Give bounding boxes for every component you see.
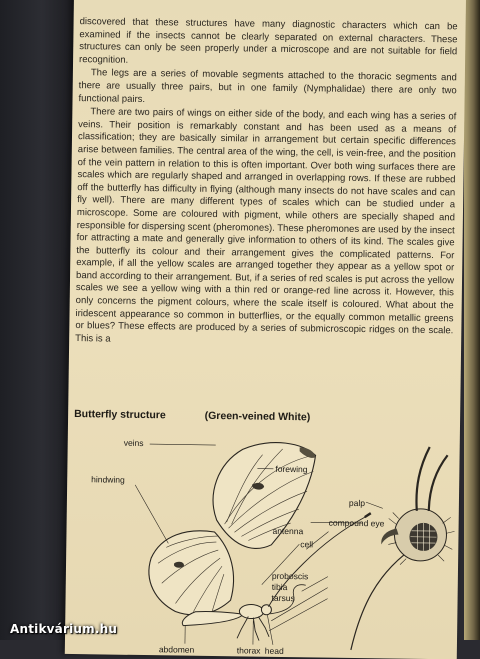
- antenna-club: [365, 513, 371, 517]
- watermark-text: Antikvárium.hu: [10, 622, 117, 636]
- body-text: [75, 16, 458, 351]
- label-forewing: forewing: [275, 464, 308, 474]
- label-compound-eye: compound eye: [329, 518, 385, 529]
- figure-title: Butterfly structure: [74, 408, 166, 421]
- label-cell: cell: [300, 539, 313, 549]
- label-hindwing: hindwing: [91, 474, 125, 484]
- body-thorax: [239, 604, 263, 618]
- label-tarsus: tarsus: [272, 593, 295, 603]
- label-thorax: thorax: [237, 645, 262, 655]
- antenna-detail-2: [429, 455, 448, 511]
- label-abdomen: abdomen: [159, 644, 195, 654]
- paragraph: The legs are a series of movable segments attached to the thoracic segments and there are usually three pairs, but in one family (Nymphalidae) there are only two functional pairs.: [78, 67, 456, 110]
- head-detail: [351, 446, 456, 651]
- body-abdomen: [182, 611, 243, 626]
- book-cover-spine: [0, 0, 76, 640]
- page-edge: [464, 0, 480, 640]
- butterfly-diagram: [65, 422, 460, 659]
- label-palp: palp: [349, 498, 365, 508]
- label-veins: veins: [124, 438, 144, 448]
- label-tibia: tibia: [272, 582, 288, 592]
- hindwing-shape: [148, 530, 234, 615]
- body-head: [261, 605, 271, 615]
- label-antenna: antenna: [272, 526, 303, 536]
- antenna-detail: [416, 447, 429, 511]
- paragraph: discovered that these structures have many diagnostic characters which can be examined if the insects cannot be clearly separated on external characters. These structures can only be seen properly under a microscope and are not suitable for field recognition.: [79, 16, 458, 72]
- paragraph: There are two pairs of wings on either side of the body, and each wing has a series of veins. Their position is remarkably constant and has been used as a means of classification; they are basically similar in arrangement but certain specific differences arise between families. The central area of the wing, the cell, is vein-free, and the position of the vein pattern in relation to this is often important. Over both wing surfaces there are scales which are regularly shaped and arranged in overlapping rows. If these are rubbed off the butterfly has difficulty in flying (although many insects do not have scales and can fly well). There are many different types of scales which can be studied under a microscope. Some are coloured with pigment, while others are specially shaped and responsible for dispersing scent (pheromones). These pheromones are used by the insect for attracting a mate and generally give information to others of its kind. The scales give the butterfly its colour and their arrangement gives the complicated patterns. For example, if all the yellow scales are arranged together they appear as a yellow spot or band according to their arrangement. But, if a series of red scales is put across the yellow scales we see a yellow wing with a thin red or orange-red line across it. However, this only concerns the pigment colours, where the scale itself is coloured. What about the iridescent appearance so common in butterflies, or the equally common metallic greens or blues? These effects are produced by a series of submicroscopic ridges on the scale. This is a: [75, 106, 456, 351]
- butterfly-illustration: [65, 422, 460, 659]
- label-head: head: [265, 646, 284, 656]
- proboscis-detail: [351, 554, 404, 651]
- book-page: [65, 0, 466, 659]
- figure-subtitle: (Green-veined White): [205, 410, 311, 423]
- label-proboscis: proboscis: [272, 571, 309, 582]
